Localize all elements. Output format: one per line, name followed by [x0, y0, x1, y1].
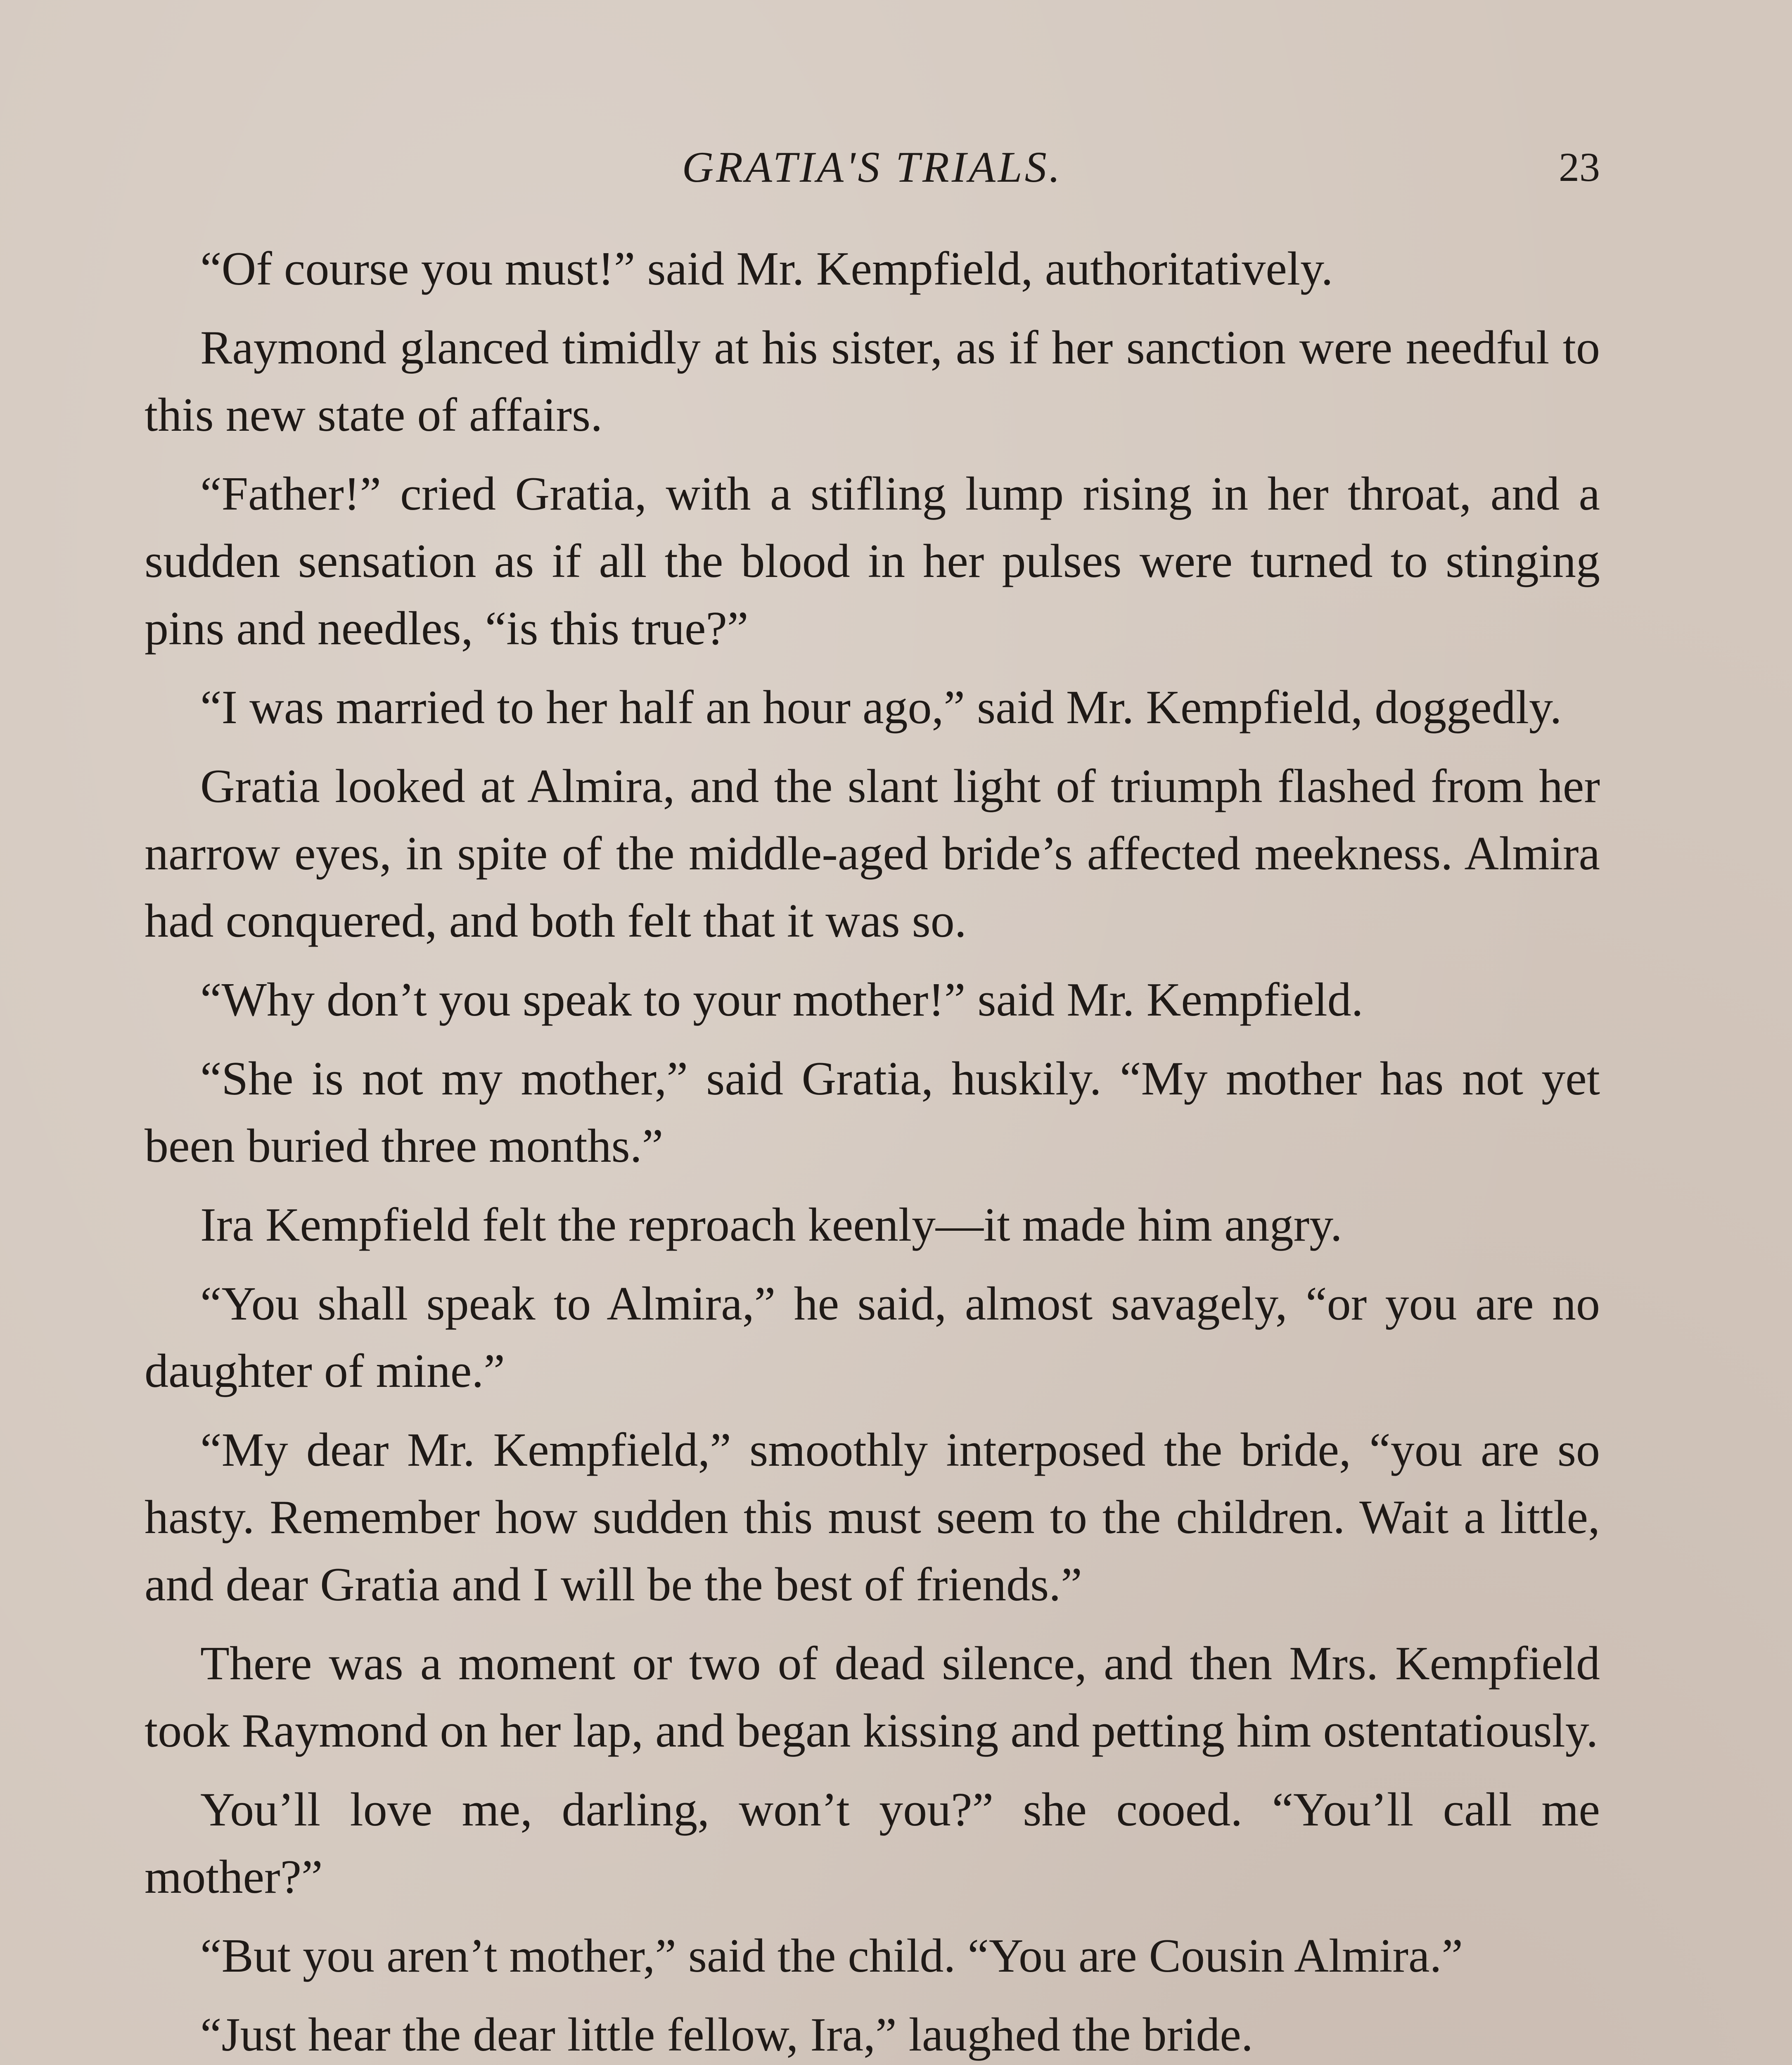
paragraph: “My dear Mr. Kempfield,” smoothly interposed the bride, “you are so hasty. Remember how sudden this must seem to the children. Wait a little, and dear Gratia and I will be the best of friends.”: [145, 1424, 1600, 1611]
paragraph: “I was married to her half an hour ago,” said Mr. Kempfield, doggedly.: [200, 681, 1562, 734]
running-title: GRATIA'S TRIALS.: [682, 143, 1063, 191]
paragraph: “Why don’t you speak to your mother!” said Mr. Kempfield.: [200, 973, 1363, 1026]
paragraph: Gratia looked at Almira, and the slant light of triumph flashed from her narrow eyes, in spite of the middle-aged bride’s affected meekness. Almira had conquered, and both felt that it was so.: [145, 760, 1600, 947]
paragraph: “Father!” cried Gratia, with a stifling lump rising in her throat, and a sudden sensation as if all the blood in her pulses were turned to stinging pins and needles, “is this true?”: [145, 468, 1600, 655]
paragraph: “Of course you must!” said Mr. Kempfield, authoritatively.: [200, 242, 1333, 295]
paragraph: Raymond glanced timidly at his sister, as if her sanction were needful to this new state of affairs.: [145, 321, 1600, 441]
paragraph: You’ll love me, darling, won’t you?” she cooed. “You’ll call me mother?”: [145, 1783, 1600, 1904]
text-body: [145, 235, 1600, 2065]
paragraph: “Just hear the dear little fellow, Ira,” laughed the bride.: [200, 2008, 1253, 2061]
page-number: 23: [1559, 144, 1600, 190]
paragraph: “She is not my mother,” said Gratia, huskily. “My mother has not yet been buried three months.”: [145, 1052, 1600, 1173]
paragraph: There was a moment or two of dead silence, and then Mrs. Kempfield took Raymond on her lap, and began kissing and petting him ostentatiously.: [145, 1637, 1600, 1757]
paragraph: “You shall speak to Almira,” he said, almost savagely, “or you are no daughter of mine.”: [145, 1277, 1600, 1398]
paragraph: “But you aren’t mother,” said the child. “You are Cousin Almira.”: [200, 1930, 1463, 1982]
page-header: [145, 138, 1600, 196]
paragraph: Ira Kempfield felt the reproach keenly—it made him angry.: [200, 1199, 1342, 1251]
